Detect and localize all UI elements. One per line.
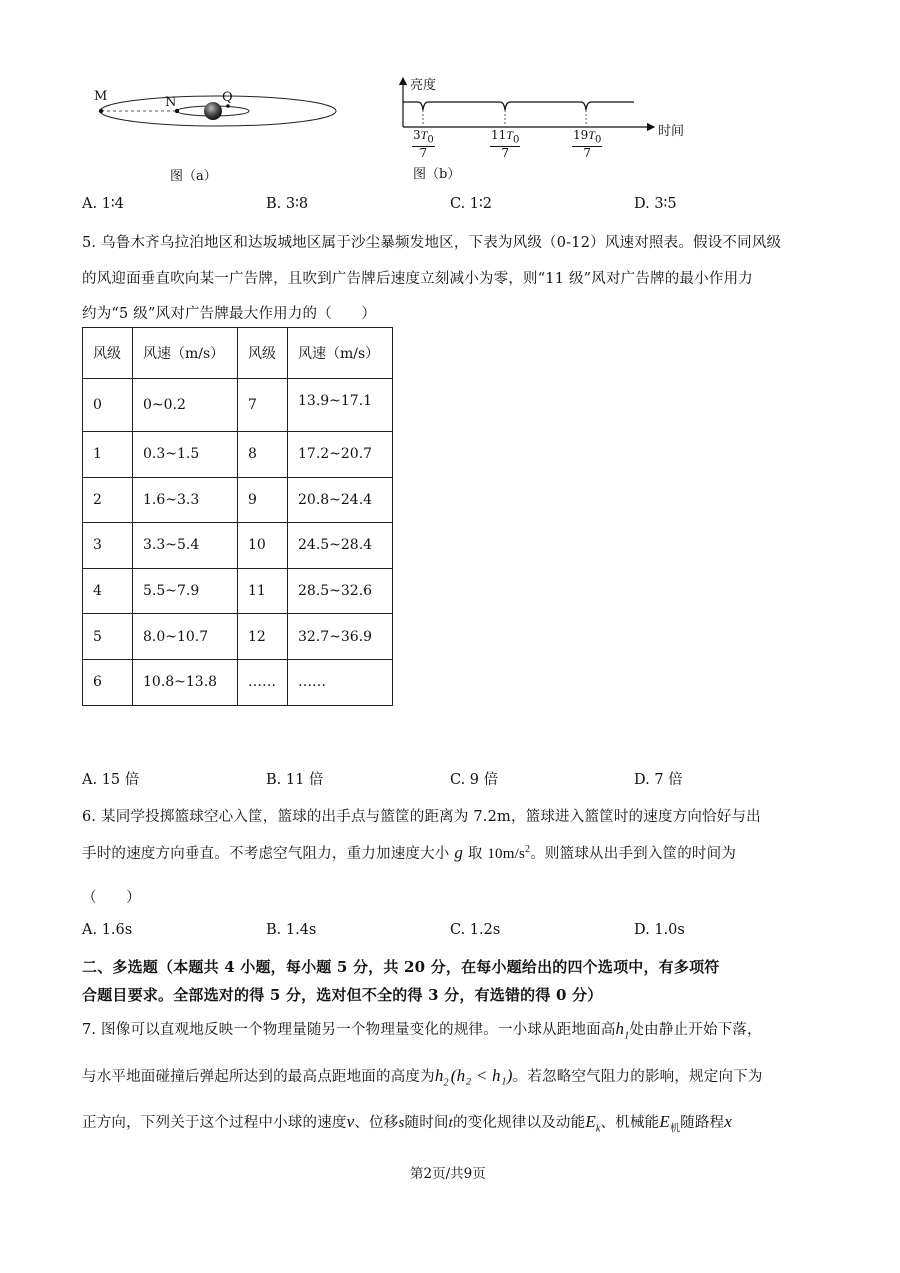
section-2-heading-line-2: 合题目要求。全部选对的得 5 分，选对但不全的得 3 分，有选错的得 0 分）: [82, 986, 603, 1004]
table-row: [83, 523, 393, 569]
q5-line-3: 约为“5 级”风对广告牌最大作用力的（ ）: [82, 306, 377, 322]
table-cell: 1.6~3.3: [133, 477, 238, 523]
table-cell: 7: [238, 379, 288, 432]
q6-text: 取: [467, 846, 483, 862]
table-cell: 3: [83, 523, 133, 569]
table-cell: 5.5~7.9: [133, 568, 238, 614]
table-cell: 4: [83, 568, 133, 614]
q7-line-3: [82, 1111, 732, 1134]
q6-line-1: 6. 某同学投掷篮球空心入筐，篮球的出手点与篮筐的距离为 7.2m，篮球进入篮筐时的速度方向恰好与出: [82, 809, 761, 825]
central-planet: [204, 102, 222, 120]
table-cell: 13.9~17.1: [288, 379, 393, 432]
table-header-cell: 风速（m/s）: [133, 328, 238, 379]
path-symbol: x: [724, 1112, 733, 1131]
section-2-heading-line-1: 二、多选题（本题共 4 小题，每小题 5 分，共 20 分，在每小题给出的四个选项中，有多项符: [82, 958, 720, 976]
q7-text: 随时间: [404, 1115, 449, 1131]
q5-option-a: A. 15 倍: [82, 772, 140, 788]
y-axis-label: 亮度: [410, 78, 437, 93]
gravity-symbol: g: [454, 843, 464, 862]
q6-option-a: A. 1.6s: [82, 922, 133, 938]
table-cell: 17.2~20.7: [288, 432, 393, 478]
table-header-cell: 风级: [238, 328, 288, 379]
q6-option-d: D. 1.0s: [634, 922, 685, 938]
q4-option-c: C. 1∶2: [450, 196, 493, 212]
q7-text: 。若忽略空气阻力的影响，规定向下为: [512, 1069, 763, 1085]
q7-text: 的变化规律以及动能: [453, 1115, 586, 1131]
q7-text: 处由静止开始下落，: [629, 1022, 762, 1038]
tick-label-1: $\frac{3T_0}{7}$: [413, 128, 434, 161]
table-cell: 20.8~24.4: [288, 477, 393, 523]
q7-line-2: [82, 1065, 763, 1088]
table-row: [83, 568, 393, 614]
q5-line-1: 5. 乌鲁木齐乌拉泊地区和达坂城地区属于沙尘暴频发地区，下表为风级（0-12）风速对照表。假设不同风级: [82, 235, 782, 251]
table-cell: 10: [238, 523, 288, 569]
wind-scale-table: [82, 327, 393, 706]
q6-line-3: （ ）: [82, 890, 141, 906]
brightness-curve: [403, 102, 634, 110]
q7-text: 与水平地面碰撞后弹起所达到的最高点距地面的高度为: [82, 1069, 435, 1085]
height-h1: $h_1$: [615, 1019, 630, 1042]
table-cell: 2: [83, 477, 133, 523]
table-cell: 1: [83, 432, 133, 478]
q4-option-b: B. 3∶8: [266, 196, 309, 212]
q7-text: 随路程: [680, 1115, 725, 1131]
q7-text: 正方向，下列关于这个过程中小球的速度: [82, 1115, 347, 1131]
table-cell: 5: [83, 614, 133, 660]
table-cell: 11: [238, 568, 288, 614]
tick-label-2: $\frac{11T_0}{7}$: [491, 128, 520, 161]
table-cell: 10.8~13.8: [133, 659, 238, 705]
q6-option-c: C. 1.2s: [450, 922, 501, 938]
page-footer: 第2页/共9页: [410, 1166, 486, 1182]
table-cell: 28.5~32.6: [288, 568, 393, 614]
height-h2: $h_2$: [434, 1066, 449, 1089]
table-header-cell: 风速（m/s）: [288, 328, 393, 379]
table-row: [83, 477, 393, 523]
table-cell: 32.7~36.9: [288, 614, 393, 660]
q4-option-d: D. 3∶5: [634, 196, 677, 212]
q6-option-b: B. 1.4s: [266, 922, 317, 938]
table-cell: 3.3~5.4: [133, 523, 238, 569]
point-m: [99, 109, 103, 113]
q6-text: 手时的速度方向垂直。不考虑空气阻力，重力加速度大小: [82, 846, 450, 862]
q5-option-d: D. 7 倍: [634, 772, 683, 788]
q7-text: 7. 图像可以直观地反映一个物理量随另一个物理量变化的规律。一小球从距地面高: [82, 1022, 616, 1038]
figure-b-graph: [398, 72, 658, 142]
table-cell: 12: [238, 614, 288, 660]
q5-line-2: 的风迎面垂直吹向某一广告牌，且吹到广告牌后速度立刻减小为零，则“11 级”风对广告牌的最小作用力: [82, 271, 753, 287]
table-row: [83, 614, 393, 660]
table-cell: 6: [83, 659, 133, 705]
table-cell: ……: [238, 659, 288, 705]
mechanical-energy-symbol: $E_机$: [659, 1112, 681, 1135]
table-header-row: [83, 328, 393, 379]
velocity-symbol: v: [346, 1112, 355, 1131]
tick-label-3: $\frac{19T_0}{7}$: [573, 128, 602, 161]
table-cell: 0: [83, 379, 133, 432]
q7-text: 、位移: [354, 1115, 399, 1131]
q6-text: 。则篮球从出手到入筐的时间为: [530, 846, 737, 862]
table-cell: ……: [288, 659, 393, 705]
height-condition: (h₂ < h₁): [450, 1066, 513, 1085]
q7-line-1: [82, 1018, 762, 1041]
q5-option-c: C. 9 倍: [450, 772, 499, 788]
table-cell: 9: [238, 477, 288, 523]
q4-option-a: A. 1∶4: [82, 196, 124, 212]
q7-text: 、机械能: [600, 1115, 660, 1131]
table-cell: 0~0.2: [133, 379, 238, 432]
displacement-symbol: s: [398, 1115, 405, 1131]
label-n: N: [165, 95, 177, 110]
x-axis-label: 时间: [658, 124, 685, 139]
table-row: [83, 659, 393, 705]
table-row: [83, 379, 393, 432]
q5-option-b: B. 11 倍: [266, 772, 324, 788]
label-q: Q: [222, 90, 233, 105]
time-symbol: t: [448, 1115, 453, 1131]
table-cell: 8.0~10.7: [133, 614, 238, 660]
table-header-cell: 风级: [83, 328, 133, 379]
figure-b-caption: 图（b）: [413, 167, 461, 182]
kinetic-energy-symbol: $E_k$: [585, 1112, 601, 1135]
table-row: [83, 432, 393, 478]
label-m: M: [94, 89, 108, 104]
figure-a-caption: 图（a）: [170, 169, 217, 184]
table-cell: 24.5~28.4: [288, 523, 393, 569]
table-cell: 8: [238, 432, 288, 478]
q6-line-2: [82, 842, 736, 863]
gravity-value: $10m/s^2$: [487, 844, 531, 862]
table-cell: 0.3~1.5: [133, 432, 238, 478]
